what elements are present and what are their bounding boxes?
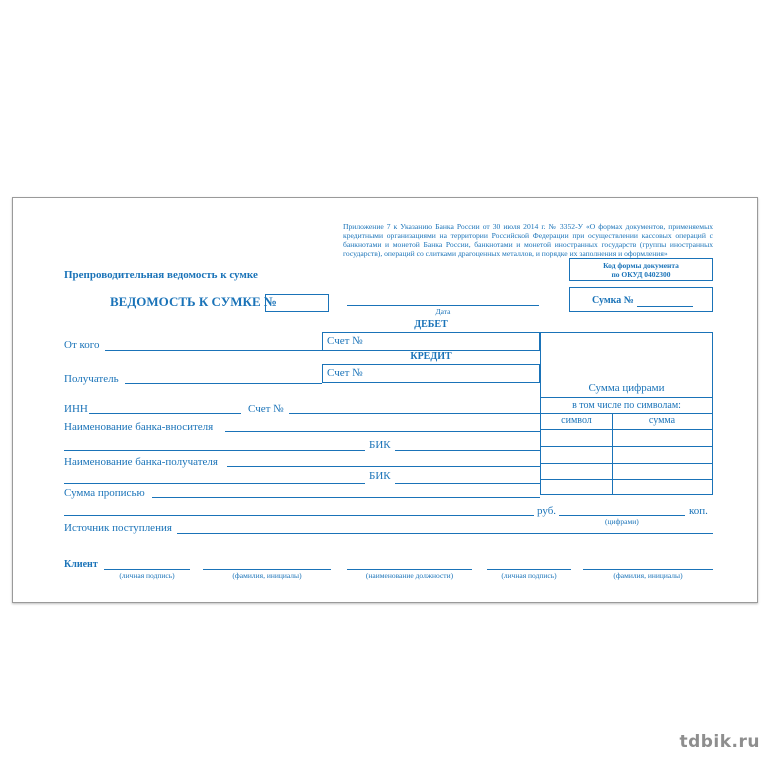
site-watermark: tdbik.ru	[679, 732, 760, 752]
amount-digits-line[interactable]	[541, 397, 712, 398]
bik-line-2[interactable]	[395, 483, 540, 484]
by-symbols-label: в том числе по символам:	[572, 400, 681, 411]
officer-position-hint: (наименование должности)	[365, 571, 454, 580]
form-subtitle: Препроводительная ведомость к сумке	[64, 269, 258, 281]
bag-statement-form	[12, 197, 758, 603]
source-label: Источник поступления	[64, 522, 172, 534]
form-title: ВЕДОМОСТЬ К СУМКЕ №	[110, 294, 277, 309]
bag-label: Сумка №	[592, 295, 634, 306]
credit-account-label: Счет №	[327, 367, 363, 379]
credit-account-box[interactable]	[322, 364, 540, 383]
officer-signature-hint: (личная подпись)	[501, 571, 557, 580]
amount-words-line[interactable]	[152, 497, 540, 498]
table-row-line-1	[541, 429, 712, 430]
officer-name-line[interactable]	[583, 569, 713, 570]
account-line[interactable]	[289, 413, 540, 414]
statement-number-field[interactable]	[265, 294, 329, 312]
from-line[interactable]	[105, 350, 322, 351]
amount-words-line-2[interactable]	[64, 515, 534, 516]
from-label: От кого	[64, 339, 100, 351]
recipient-line[interactable]	[125, 383, 322, 384]
client-name-hint: (фамилия, инициалы)	[232, 571, 302, 580]
okud-box	[569, 258, 713, 281]
bank-sender-line[interactable]	[225, 431, 540, 432]
debit-account-box[interactable]	[322, 332, 540, 351]
amount-words-label: Сумма прописью	[64, 487, 145, 499]
bank-receiver-label: Наименование банка-получателя	[64, 456, 218, 468]
okud-line1: Код формы документа	[603, 261, 679, 270]
inn-line[interactable]	[89, 413, 241, 414]
date-label: Дата	[435, 307, 451, 316]
client-name-line[interactable]	[203, 569, 331, 570]
legal-header-note: Приложение 7 к Указанию Банка России от 30 июля 2014 г. № 3352-У «О формах документов, применяемых кредитными организациями на территории Российской Федерации при осуществлении кассовых операций с банкнотами и монетой Банка России, банкнотами и монетой иностранных государств (группы иностранных государств), операций со слитками драгоценных металлов, и порядке их заполнения и оформления»	[343, 222, 713, 258]
debit-account-label: Счет №	[327, 335, 363, 347]
table-row-line-2	[541, 446, 712, 447]
table-row-line-3	[541, 463, 712, 464]
debit-heading: ДЕБЕТ	[414, 319, 448, 330]
amount-digits-label: Сумма цифрами	[588, 382, 665, 394]
officer-signature-line[interactable]	[487, 569, 571, 570]
source-line[interactable]	[177, 533, 713, 534]
table-column-divider	[612, 413, 613, 495]
table-row-line-4	[541, 479, 712, 480]
credit-heading: КРЕДИТ	[410, 351, 452, 362]
bank-receiver-line-2[interactable]	[64, 483, 365, 484]
bank-receiver-line[interactable]	[227, 466, 540, 467]
officer-name-hint: (фамилия, инициалы)	[613, 571, 683, 580]
symbol-column-header: символ	[561, 415, 592, 426]
table-divider-1	[541, 413, 712, 414]
officer-position-line[interactable]	[347, 569, 472, 570]
bik-label-2: БИК	[369, 470, 391, 482]
bank-sender-line-2[interactable]	[64, 450, 365, 451]
bag-number-box	[569, 287, 713, 312]
date-line[interactable]	[347, 305, 539, 306]
bag-number-line[interactable]	[637, 306, 693, 307]
bik-label-1: БИК	[369, 439, 391, 451]
client-signature-line[interactable]	[104, 569, 190, 570]
amount-table	[540, 332, 713, 495]
recipient-label: Получатель	[64, 373, 119, 385]
client-label: Клиент	[64, 559, 98, 570]
client-signature-hint: (личная подпись)	[119, 571, 175, 580]
account-label: Счет №	[248, 403, 284, 415]
kop-label: коп.	[689, 505, 708, 517]
kop-digits-line[interactable]	[559, 515, 685, 516]
bik-line-1[interactable]	[395, 450, 540, 451]
digits-hint: (цифрами)	[605, 517, 639, 526]
okud-line2: по ОКУД 0402300	[611, 270, 671, 279]
inn-label: ИНН	[64, 403, 88, 415]
rub-label: руб.	[537, 505, 557, 517]
bank-sender-label: Наименование банка-вносителя	[64, 421, 214, 433]
sum-column-header: сумма	[648, 415, 676, 426]
